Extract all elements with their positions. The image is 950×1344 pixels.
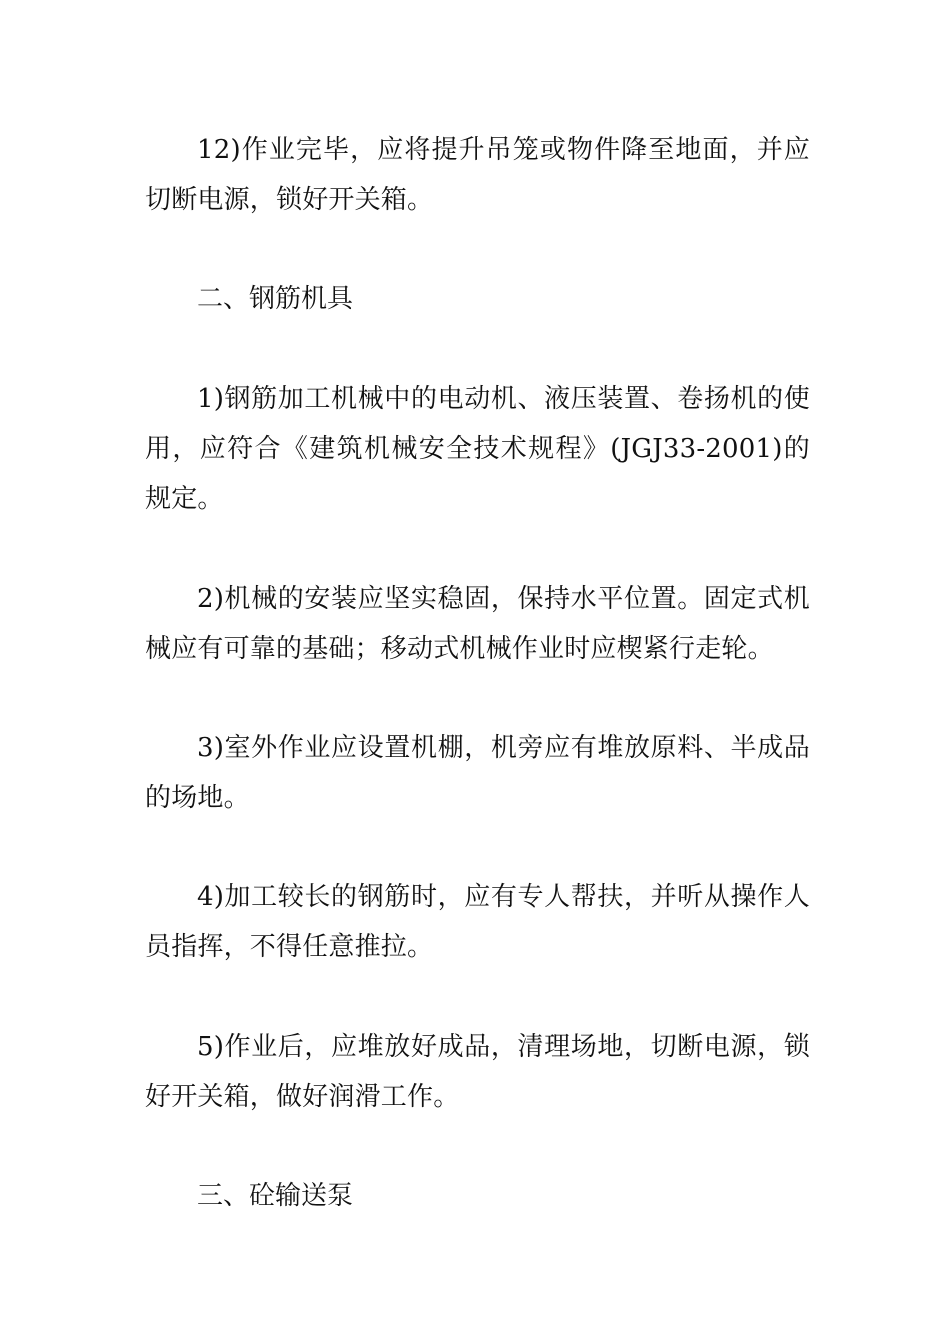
section-heading-concrete-pump: 三、砼输送泵 xyxy=(197,1181,354,1211)
paragraph-item-5: 5)作业后，应堆放好成品，清理场地，切断电源，锁好开关箱，做好润滑工作。 xyxy=(145,1032,810,1112)
paragraph-item-3: 3)室外作业应设置机棚，机旁应有堆放原料、半成品的场地。 xyxy=(145,733,810,813)
paragraph-item-12: 12)作业完毕，应将提升吊笼或物件降至地面，并应切断电源，锁好开关箱。 xyxy=(145,135,810,215)
paragraph-item-4: 4)加工较长的钢筋时，应有专人帮扶，并听从操作人员指挥，不得任意推拉。 xyxy=(145,882,810,962)
paragraph-item-2: 2)机械的安装应坚实稳固，保持水平位置。固定式机械应有可靠的基础；移动式机械作业时应楔紧行走轮。 xyxy=(145,584,810,664)
paragraph-item-1: 1)钢筋加工机械中的电动机、液压装置、卷扬机的使用，应符合《建筑机械安全技术规程》(JGJ33-2001)的规定。 xyxy=(145,384,810,514)
section-heading-rebar-machinery: 二、钢筋机具 xyxy=(197,284,354,314)
